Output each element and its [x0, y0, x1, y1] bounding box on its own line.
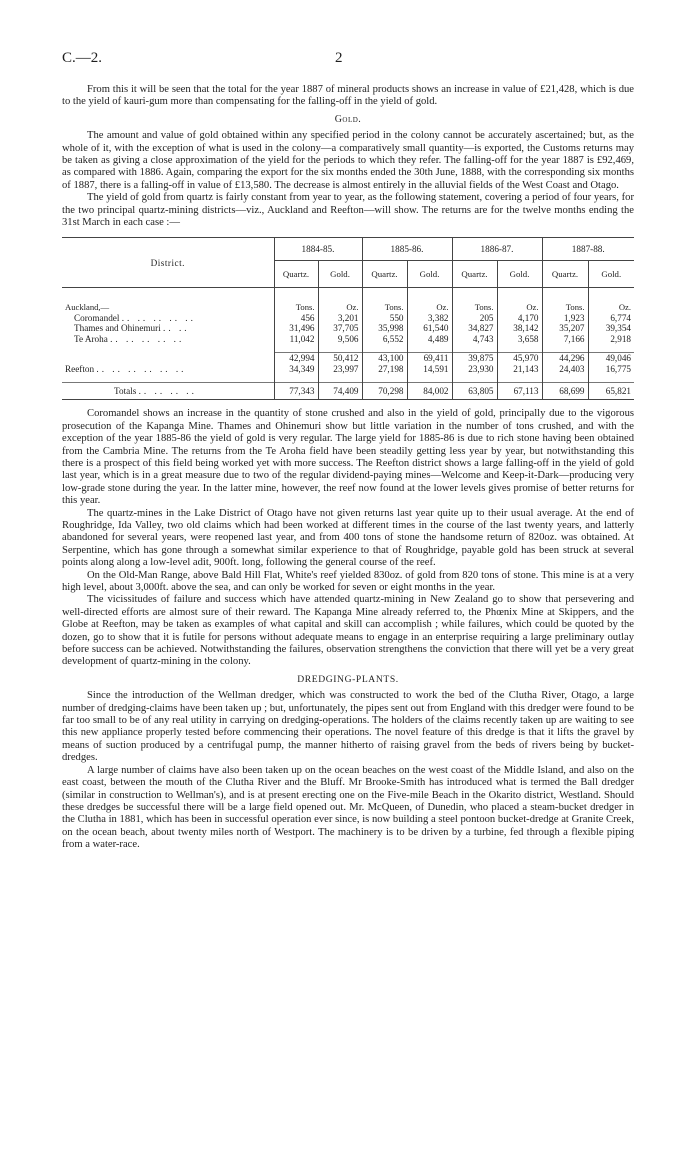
gold-column-header: Gold. — [497, 261, 542, 288]
body-paragraph: On the Old-Man Range, above Bald Hill Flat, White's reef yielded 830oz. of gold from 820 tons of stone. This mine is at a very high level, about 3,000ft. above the sea, and can only be worked for seven or eight months in the year. — [62, 569, 634, 593]
table-cell: 39,354 — [588, 323, 634, 333]
subtotal-cell: 44,296 — [542, 353, 588, 364]
table-cell: 24,403 — [542, 364, 588, 374]
table-cell: 205 — [452, 313, 497, 323]
table-cell: 21,143 — [497, 364, 542, 374]
intro-paragraph: From this it will be seen that the total for the year 1887 of mineral products shows an increase in value of £21,428, which is due to the yield of kauri-gum more than compensating for the falling-off in the yield of gold. — [62, 84, 634, 108]
totals-cell: 65,821 — [588, 382, 634, 399]
table-cell: 4,743 — [452, 334, 497, 344]
table-cell: 6,774 — [588, 313, 634, 323]
table-cell: 38,142 — [497, 323, 542, 333]
gold-paragraph-1: The amount and value of gold obtained within any specified period in the colony cannot be accurately ascertained; but, as the whole of it, with the exception of what is used in the colony—a comparatively small quantity—is exported, the Customs returns may be taken as giving a close approximation of the yield for the periods to which they refer. The falling-off for the year 1887 is £92,469, as compared with 1886. Again, comparing the export for the six months ended the 30th June, 1888, with the corresponding six months of 1887, there is a falling-off in value of £13,580. The decrease is almost entirely in the alluvial fields of the West Coast and Otago. — [62, 130, 634, 191]
leader-dots: .. .. .. .. .. — [110, 333, 185, 344]
totals-cell: 67,113 — [497, 382, 542, 399]
gold-column-header: Gold. — [588, 261, 634, 288]
body-paragraph: Coromandel shows an increase in the quantity of stone crushed and also in the yield of gold, principally due to the vigorous prosecution of the Kapanga Mine. Thames and Ohinemuri show but little variation in the number of tons crushed, and with the exception of the year 1885-86 the yield of gold is very regular. The large yield for 1885-86 is due to rich stone having been obtained from the Cambria Mine. The returns from the Te Aroha field have been steadily getting less year by year, but notwithstanding this there is a prospect of this field being worked yet with more success. The Reefton district shows a large falling-off in the yield of gold last year, which is in a great measure due to two of the regular dividend-paying mines—Welcome and Keep-it-Dark—producing very low-grade stone during the year. In the latter mine, however, the reef now found at the lower levels gives promise of better returns for this year. — [62, 408, 634, 507]
subtotal-cell: 49,046 — [588, 353, 634, 364]
unit-label: Tons. — [274, 288, 318, 313]
year-header: 1885-86. — [362, 238, 452, 261]
gold-paragraph-2: The yield of gold from quartz is fairly constant from year to year, as the following statement, covering a period of four years, for the two principal quartz-mining districts—viz., Auckland and Reefton—will show. The returns are for the twelve months ending the 31st March in each case :— — [62, 192, 634, 229]
table-row — [62, 323, 634, 333]
totals-row — [62, 382, 634, 399]
quartz-column-header: Quartz. — [452, 261, 497, 288]
table-cell: 31,496 — [274, 323, 318, 333]
unit-label: Oz. — [497, 288, 542, 313]
table-row — [62, 364, 634, 374]
table-cell: 3,382 — [407, 313, 452, 323]
table-cell: 37,705 — [318, 323, 362, 333]
table-cell: 550 — [362, 313, 407, 323]
gold-column-header: Gold. — [407, 261, 452, 288]
leader-dots: .. .. .. .. — [138, 385, 197, 396]
subtotal-cell: 43,100 — [362, 353, 407, 364]
dredging-paragraph-1: Since the introduction of the Wellman dredger, which was constructed to work the bed of the Clutha River, Otago, a large number of dredging-claims have been taken up ; but, unfortunately, the pipes sent out from England with this dredger were found to be far too small to be of any real utility in carrying on dredging-operations. The holders of the claims recently taken up are waiting to see this new appliance properly tested before commencing their operations. The novel feature of this dredge is that it lifts the gravel by means of suction produced by a centrifugal pump, the manner hitherto of raising gravel from the beds of rivers being by bucket-dredges. — [62, 690, 634, 764]
table-cell: 16,775 — [588, 364, 634, 374]
quartz-returns-table — [62, 237, 634, 400]
body-paragraph: The quartz-mines in the Lake District of Otago have not given returns last year quite up to their usual average. At the end of Roughridge, Ida Valley, two old claims which had been worked at different times in the course of the last twenty years, and latterly abandoned for several years, were reopened last year, and from 400 tons of stone the handsome return of 820oz. was obtained. At Serpentine, which has gone through a somewhat similar experience to that of Roughridge, payable gold has been struck at several points along along a low-level adit, 900ft. long, following the general course of the reef. — [62, 507, 634, 569]
totals-cell: 77,343 — [274, 382, 318, 399]
year-header: 1884-85. — [274, 238, 362, 261]
table-cell: 3,658 — [497, 334, 542, 344]
totals-label: Totals — [114, 385, 137, 396]
quartz-column-header: Quartz. — [542, 261, 588, 288]
leader-dots: .. .. — [163, 323, 190, 334]
leader-dots: .. .. .. .. .. — [121, 312, 196, 323]
table-cell: 23,997 — [318, 364, 362, 374]
subtotal-cell: 50,412 — [318, 353, 362, 364]
district-name: Thames and Ohinemuri — [74, 323, 161, 334]
table-cell: 34,349 — [274, 364, 318, 374]
leader-dots: .. .. .. .. .. .. — [96, 363, 187, 374]
table-row — [62, 313, 634, 323]
unit-label: Oz. — [588, 288, 634, 313]
district-column-header: District. — [62, 238, 274, 288]
subtotal-cell: 45,970 — [497, 353, 542, 364]
year-header: 1886-87. — [452, 238, 542, 261]
table-cell: 4,170 — [497, 313, 542, 323]
totals-cell: 84,002 — [407, 382, 452, 399]
table-cell: 23,930 — [452, 364, 497, 374]
document-reference: C.—2. — [62, 50, 103, 66]
body-paragraph: The vicissitudes of failure and success which have attended quartz-mining in New Zealand go to show that persevering and well-directed efforts are almost sure of their reward. The Kapanga Mine already referred to, the Phœnix Mine at Skippers, and the Globe at Reefton, may be taken as examples of what capital and skill can accomplish ; while failures, which could be quoted by the dozen, go to show that it is futile for persons without adequate means to engage in an enterprise requiring a large preliminary outlay before success can be achieved. Notwithstanding the failures, observation strengthens the conviction that there will yet be a very great development of quartz-mining in the colony. — [62, 594, 634, 668]
quartz-column-header: Quartz. — [274, 261, 318, 288]
table-cell: 456 — [274, 313, 318, 323]
unit-label: Tons. — [452, 288, 497, 313]
unit-label: Tons. — [542, 288, 588, 313]
unit-label: Oz. — [407, 288, 452, 313]
totals-cell: 63,805 — [452, 382, 497, 399]
table-cell: 2,918 — [588, 334, 634, 344]
district-name: Te Aroha — [74, 333, 108, 344]
subtotal-row — [62, 353, 634, 364]
table-cell: 11,042 — [274, 334, 318, 344]
table-row — [62, 334, 634, 344]
year-header: 1887-88. — [542, 238, 634, 261]
gold-column-header: Gold. — [318, 261, 362, 288]
totals-cell: 68,699 — [542, 382, 588, 399]
table-cell: 14,591 — [407, 364, 452, 374]
table-cell: 7,166 — [542, 334, 588, 344]
table-cell: 61,540 — [407, 323, 452, 333]
totals-cell: 70,298 — [362, 382, 407, 399]
table-cell: 4,489 — [407, 334, 452, 344]
district-name: Coromandel — [74, 312, 120, 323]
page-number: 2 — [335, 50, 343, 66]
unit-label: Oz. — [318, 288, 362, 313]
table-cell: 3,201 — [318, 313, 362, 323]
table-cell: 35,998 — [362, 323, 407, 333]
table-cell: 6,552 — [362, 334, 407, 344]
subtotal-cell: 69,411 — [407, 353, 452, 364]
totals-cell: 74,409 — [318, 382, 362, 399]
units-row — [62, 288, 634, 313]
dredging-paragraph-2: A large number of claims have also been taken up on the ocean beaches on the west coast of the Middle Island, and also on the east coast, between the mouth of the Clutha River and the Bluff. Mr Brooke-Smith has introduced what is termed the Ball dredger (similar in construction to Wellman's), and is at present erecting one on the Five-mile Beach in the Okarito district, Westland. Should these dredges be successful there will be a large field opened out. Mr. McQueen, of Dunedin, who placed a steam-bucket dredger in the Clutha in 1881, which has been in successful operation ever since, is now building a steel pontoon bucket-dredge at Granite Creek, on the ocean beach, about twenty miles north of Westport. The machinery is to be driven by a turbine, fed through a flexible piping from a water-race. — [62, 764, 634, 851]
table-cell: 9,506 — [318, 334, 362, 344]
section-heading-gold: Gold. — [334, 113, 362, 125]
table-cell: 27,198 — [362, 364, 407, 374]
unit-label: Tons. — [362, 288, 407, 313]
table-cell: 1,923 — [542, 313, 588, 323]
auckland-label: Auckland,— — [65, 302, 110, 313]
subtotal-cell: 42,994 — [274, 353, 318, 364]
quartz-column-header: Quartz. — [362, 261, 407, 288]
subtotal-cell: 39,875 — [452, 353, 497, 364]
section-heading-dredging: DREDGING-PLANTS. — [297, 673, 399, 685]
page-body — [62, 84, 634, 852]
district-name: Reefton — [65, 363, 95, 374]
table-cell: 34,827 — [452, 323, 497, 333]
table-cell: 35,207 — [542, 323, 588, 333]
